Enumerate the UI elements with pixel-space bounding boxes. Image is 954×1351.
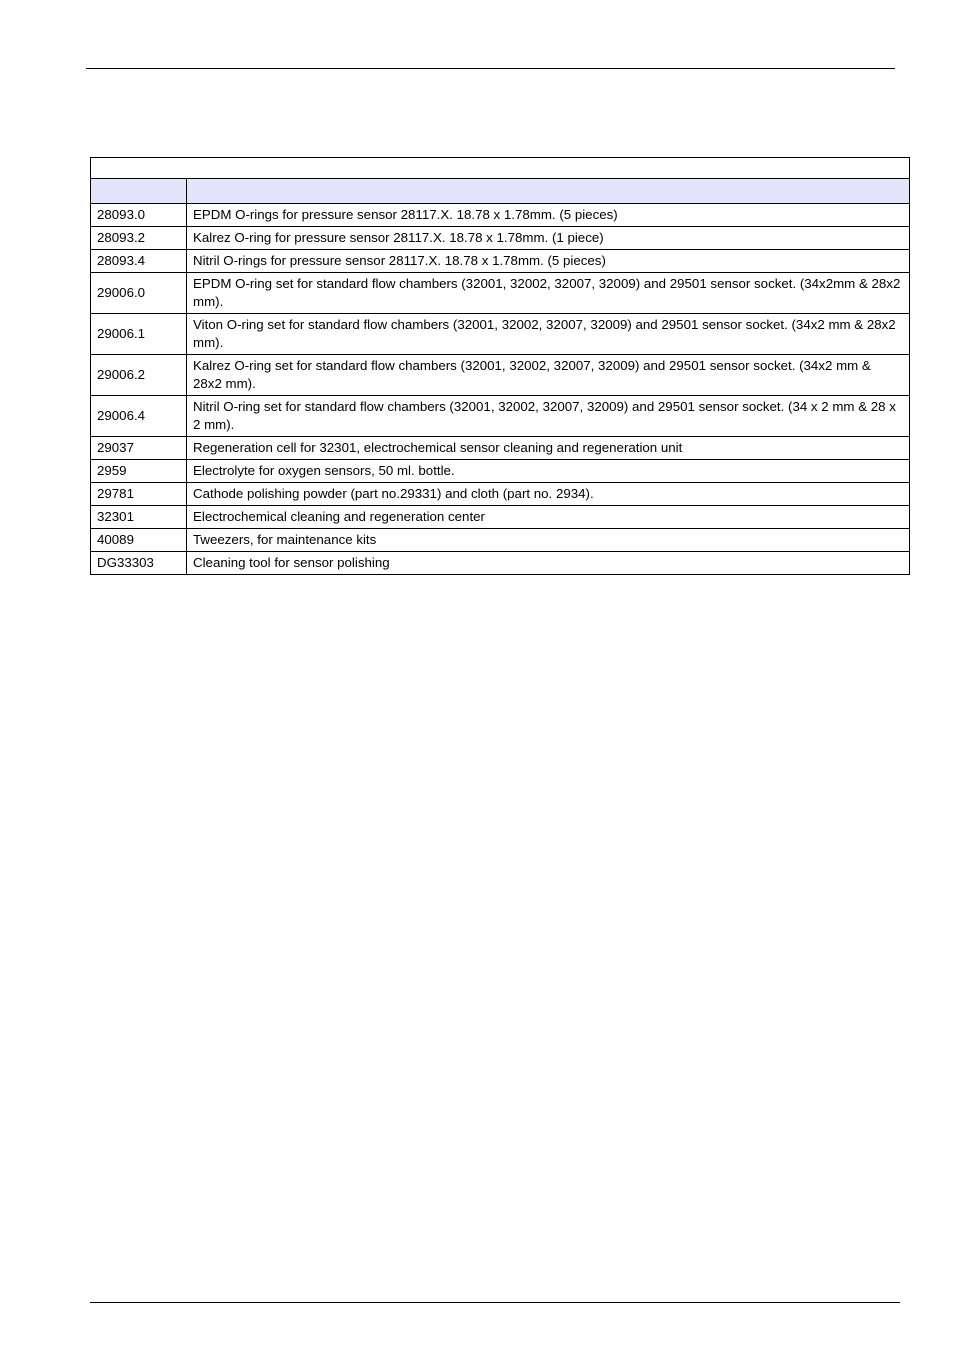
table-row	[91, 204, 910, 227]
part-number-cell: 32301	[91, 506, 187, 529]
table-row	[91, 506, 910, 529]
description-cell: Nitril O-rings for pressure sensor 28117.X. 18.78 x 1.78mm. (5 pieces)	[187, 250, 910, 273]
part-number-cell: 28093.0	[91, 204, 187, 227]
table-row	[91, 355, 910, 396]
description-cell: Electrochemical cleaning and regeneration center	[187, 506, 910, 529]
description-cell: Nitril O-ring set for standard flow chambers (32001, 32002, 32007, 32009) and 29501 sensor socket. (34 x 2 mm & 28 x 2 mm).	[187, 396, 910, 437]
description-cell: Regeneration cell for 32301, electrochemical sensor cleaning and regeneration unit	[187, 437, 910, 460]
table-row	[91, 483, 910, 506]
description-cell: Kalrez O-ring for pressure sensor 28117.X. 18.78 x 1.78mm. (1 piece)	[187, 227, 910, 250]
header-part-number	[91, 179, 187, 204]
part-number-cell: 28093.4	[91, 250, 187, 273]
table-caption	[91, 158, 910, 179]
table-row	[91, 273, 910, 314]
table-row	[91, 552, 910, 575]
part-number-cell: DG33303	[91, 552, 187, 575]
header-rule	[86, 68, 895, 69]
part-number-cell: 2959	[91, 460, 187, 483]
table-row	[91, 529, 910, 552]
description-cell: Cleaning tool for sensor polishing	[187, 552, 910, 575]
header-description	[187, 179, 910, 204]
description-cell: Kalrez O-ring set for standard flow chambers (32001, 32002, 32007, 32009) and 29501 sensor socket. (34x2 mm & 28x2 mm).	[187, 355, 910, 396]
part-number-cell: 29006.0	[91, 273, 187, 314]
table-caption-row	[91, 158, 910, 179]
table-row	[91, 437, 910, 460]
part-number-cell: 29037	[91, 437, 187, 460]
part-number-cell: 40089	[91, 529, 187, 552]
description-cell: EPDM O-rings for pressure sensor 28117.X. 18.78 x 1.78mm. (5 pieces)	[187, 204, 910, 227]
table-row	[91, 314, 910, 355]
table-row	[91, 460, 910, 483]
description-cell: Tweezers, for maintenance kits	[187, 529, 910, 552]
description-cell: Electrolyte for oxygen sensors, 50 ml. bottle.	[187, 460, 910, 483]
part-number-cell: 29006.1	[91, 314, 187, 355]
part-number-cell: 29006.4	[91, 396, 187, 437]
part-number-cell: 29006.2	[91, 355, 187, 396]
table-row	[91, 250, 910, 273]
footer-rule	[90, 1302, 900, 1303]
table-row	[91, 227, 910, 250]
table-row	[91, 396, 910, 437]
parts-table	[90, 157, 910, 575]
description-cell: EPDM O-ring set for standard flow chambers (32001, 32002, 32007, 32009) and 29501 sensor socket. (34x2mm & 28x2 mm).	[187, 273, 910, 314]
description-cell: Viton O-ring set for standard flow chambers (32001, 32002, 32007, 32009) and 29501 sensor socket. (34x2 mm & 28x2 mm).	[187, 314, 910, 355]
table-header-row	[91, 179, 910, 204]
part-number-cell: 29781	[91, 483, 187, 506]
description-cell: Cathode polishing powder (part no.29331) and cloth (part no. 2934).	[187, 483, 910, 506]
part-number-cell: 28093.2	[91, 227, 187, 250]
